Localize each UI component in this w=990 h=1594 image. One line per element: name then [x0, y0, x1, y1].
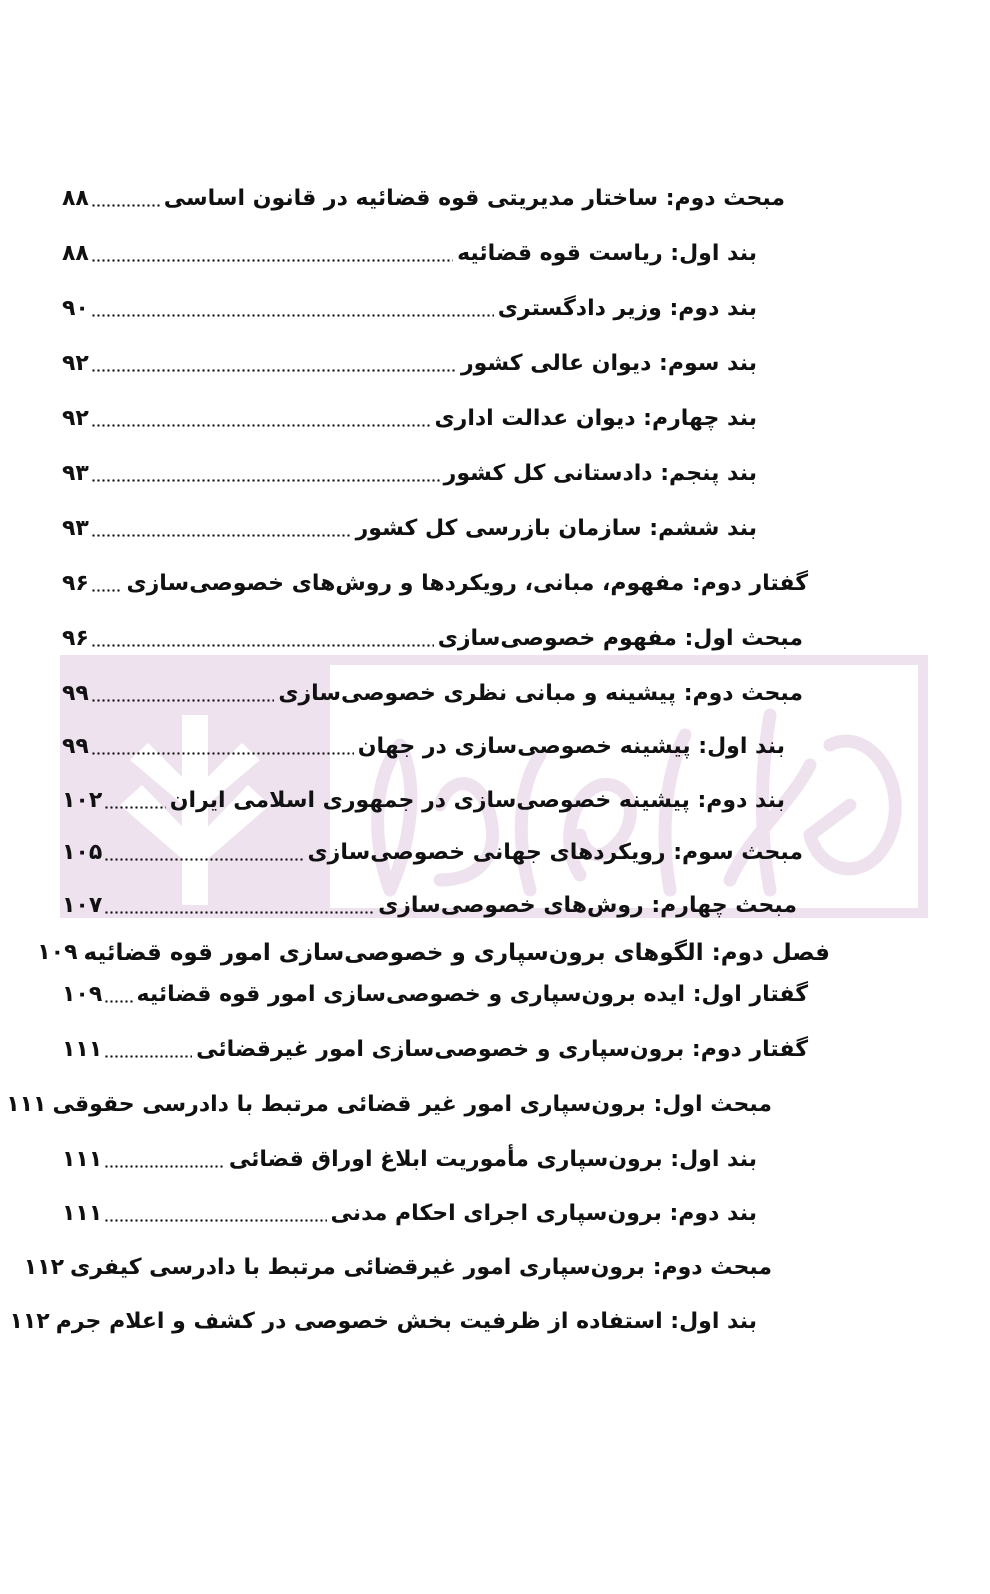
- toc-entry-title: بند اول: پیشینه خصوصی‌سازی در جهان: [357, 734, 785, 759]
- toc-page-number: ۱۰۹: [62, 982, 103, 1007]
- toc-entry-title: بند چهارم: دیوان عدالت اداری: [434, 406, 757, 431]
- toc-entry-band: [9, 1297, 757, 1337]
- toc-page-number: ۱۱۱: [62, 1147, 103, 1172]
- toc-entry-fasl: [37, 928, 830, 968]
- dot-leader: [104, 838, 303, 868]
- toc-entry-title: مبحث سوم: رویکردهای جهانی خصوصی‌سازی: [307, 840, 803, 865]
- toc-entry-mabhas: [62, 174, 785, 214]
- toc-entry-goftar: [62, 1025, 808, 1065]
- toc-entry-goftar: [62, 559, 808, 599]
- dot-leader: [91, 679, 274, 709]
- toc-entry-title: گفتار دوم: مفهوم، مبانی، رویکردها و روش‌های خصوصی‌سازی: [126, 571, 808, 596]
- toc-page-number: ۹۲: [62, 406, 89, 431]
- toc-entry-title: مبحث دوم: برون‌سپاری امور غیرقضائی مرتبط با دادرسی کیفری: [70, 1255, 772, 1280]
- dot-leader: [91, 459, 440, 489]
- toc-entry-title: گفتار اول: ایده برون‌سپاری و خصوصی‌سازی امور قوه قضائیه: [136, 982, 808, 1007]
- toc-entry-band: [62, 394, 757, 434]
- toc-entry-band: [62, 504, 757, 544]
- toc-page-number: ۸۸: [62, 186, 89, 211]
- toc-entry-title: بند دوم: پیشینه خصوصی‌سازی در جمهوری اسلامی ایران: [169, 788, 785, 813]
- toc-entry-mabhas: [23, 1243, 772, 1283]
- toc-page-number: ۱۰۵: [62, 840, 103, 865]
- toc-page-number: ۱۱۲: [23, 1255, 65, 1280]
- toc-entry-title: مبحث دوم: پیشینه و مبانی نظری خصوصی‌سازی: [278, 681, 803, 706]
- toc-page-number: ۹۲: [62, 351, 89, 376]
- toc-page-number: ۹۹: [62, 681, 89, 706]
- dot-leader: [91, 349, 457, 379]
- toc-entry-title: بند سوم: دیوان عالی کشور: [460, 351, 757, 376]
- dot-leader: [91, 294, 494, 324]
- dot-leader: [91, 514, 352, 544]
- toc-page-number: ۹۶: [62, 571, 89, 596]
- toc-entry-title: بند دوم: برون‌سپاری اجرای احکام مدنی: [330, 1201, 757, 1226]
- toc-page-number: ۱۱۲: [9, 1309, 50, 1334]
- dot-leader: [104, 1199, 326, 1229]
- toc-entry-band: [62, 1135, 757, 1175]
- toc-entry-title: بند دوم: وزیر دادگستری: [497, 296, 757, 321]
- toc-entry-band: [62, 722, 785, 762]
- dot-leader: [91, 239, 453, 269]
- toc-entry-goftar: [62, 970, 808, 1010]
- toc-entry-title: مبحث چهارم: روش‌های خصوصی‌سازی: [378, 893, 797, 918]
- toc-entry-title: مبحث اول: مفهوم خصوصی‌سازی: [437, 626, 803, 651]
- dot-leader: [104, 1145, 225, 1175]
- toc-entry-band: [62, 339, 757, 379]
- dot-leader: [91, 624, 434, 654]
- toc-page-number: ۹۰: [62, 296, 89, 321]
- toc-entry-band: [62, 776, 785, 816]
- toc-entry-mabhas: [62, 614, 803, 654]
- toc-entry-mabhas: [6, 1080, 772, 1120]
- toc-entry-title: بند اول: برون‌سپاری مأموریت ابلاغ اوراق قضائی: [228, 1147, 757, 1172]
- dot-leader: [104, 1035, 192, 1065]
- toc-page-number: ۹۹: [62, 734, 89, 759]
- toc-entry-band: [62, 229, 757, 269]
- toc-entry-title: فصل دوم: الگوهای برون‌سپاری و خصوصی‌سازی امور قوه قضائیه: [83, 940, 830, 966]
- dot-leader: [91, 184, 160, 214]
- dot-leader: [104, 980, 132, 1010]
- toc-page-number: ۹۶: [62, 626, 89, 651]
- toc-page-number: ۱۰۷: [62, 893, 103, 918]
- toc-page-number: ۱۱۱: [62, 1037, 103, 1062]
- toc-page-number: ۱۰۹: [37, 940, 78, 965]
- dot-leader: [91, 569, 123, 599]
- toc-page-number: ۱۱۱: [62, 1201, 103, 1226]
- toc-entry-title: گفتار دوم: برون‌سپاری و خصوصی‌سازی امور غیرقضائی: [196, 1037, 808, 1062]
- toc-entry-mabhas: [62, 669, 803, 709]
- toc-page-number: ۸۸: [62, 241, 89, 266]
- toc-entry-band: [62, 449, 757, 489]
- dot-leader: [104, 891, 374, 921]
- dot-leader: [104, 786, 165, 816]
- toc-entry-title: مبحث دوم: ساختار مدیریتی قوه قضائیه در قانون اساسی: [163, 186, 785, 211]
- toc-entry-mabhas: [62, 881, 797, 921]
- dot-leader: [91, 404, 431, 434]
- toc-entry-title: بند اول: استفاده از ظرفیت بخش خصوصی در کشف و اعلام جرم: [55, 1309, 757, 1334]
- toc-entry-title: بند اول: ریاست قوه قضائیه: [457, 241, 757, 266]
- dot-leader: [91, 732, 354, 762]
- toc-page-number: ۱۰۲: [62, 788, 103, 813]
- toc-entry-title: مبحث اول: برون‌سپاری امور غیر قضائی مرتبط با دادرسی حقوقی: [52, 1092, 772, 1117]
- toc-page-number: ۹۳: [62, 461, 89, 486]
- toc-page-number: ۱۱۱: [6, 1092, 47, 1117]
- toc-entry-band: [62, 1189, 757, 1229]
- toc-entry-band: [62, 284, 757, 324]
- toc-entry-title: بند ششم: سازمان بازرسی کل کشور: [355, 516, 757, 541]
- toc-entry-title: بند پنجم: دادستانی کل کشور: [443, 461, 757, 486]
- toc-entry-mabhas: [62, 828, 803, 868]
- toc-page-number: ۹۳: [62, 516, 89, 541]
